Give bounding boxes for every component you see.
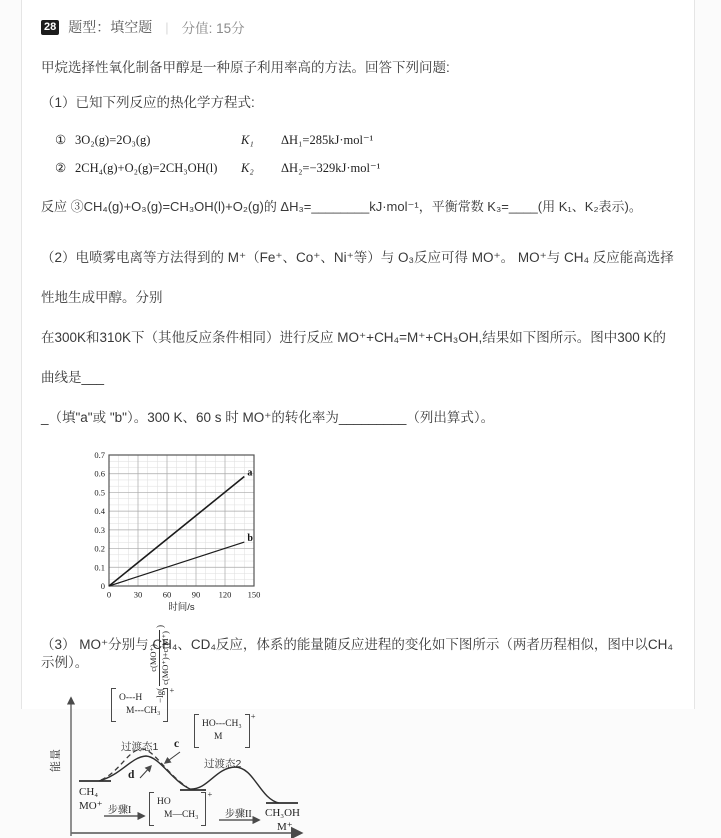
x-tick-label: 90 (191, 589, 201, 600)
x-tick-label: 30 (133, 589, 143, 600)
product-formula: CH₃OH (265, 807, 301, 819)
part3-paragraph: （3） MO⁺分别与 CH₄、CD₄反应，体系的能量随反应进程的变化如下图所示（两者历程相似，图中以CH₄示例）。 (41, 637, 673, 670)
structure-row: M—CH₃ (164, 810, 199, 820)
y-tick-label: 0.4 (94, 506, 105, 517)
y-tick-label: 0.6 (94, 468, 105, 479)
transition-state2-label: 过渡态2 (204, 758, 242, 770)
reactant-formula: CH₄ (79, 786, 99, 798)
equilibrium-constant: K₂ (241, 160, 254, 175)
ylabel-fraction-numerator: c(MO⁺) (148, 630, 160, 686)
curve-c-pointer-arrow (165, 752, 180, 763)
y-tick-label: 0.5 (94, 487, 105, 498)
x-tick-label: 150 (247, 589, 261, 600)
equilibrium-constant: K₁ (241, 132, 254, 147)
y-tick-label: 0.3 (94, 524, 105, 535)
conversion-rate-chart-svg (76, 444, 286, 616)
question-number-badge: 28 (41, 20, 59, 35)
question-header (41, 16, 676, 38)
equation-formula: 2CH₄(g)+O₂(g)=2CH₃OH(l) (75, 160, 218, 175)
step1-label: 步骤I (108, 805, 132, 816)
transition-state1-label: 过渡态1 (121, 741, 159, 753)
enthalpy-value: ΔH₂=−329kJ·mol⁻¹ (281, 161, 381, 175)
dashed-energy-curve-c (101, 749, 187, 787)
structure-body (154, 792, 201, 826)
right-bracket (245, 714, 250, 748)
part2-paragraph (41, 238, 676, 438)
ylabel-prefix: −lg( (154, 687, 165, 703)
x-tick-label: 60 (162, 589, 172, 600)
ylabel-suffix: ) (154, 625, 165, 629)
y-tick-label: 0.2 (94, 543, 105, 554)
question-score-label: 分值: 15分 (181, 21, 245, 36)
series-end-label-b: b (247, 533, 253, 545)
step2-label: 步骤II (225, 809, 252, 820)
curve-d-pointer-arrow (140, 766, 151, 778)
structure-body (199, 714, 245, 748)
intermediate-structure (149, 789, 213, 826)
part1-heading: （1）已知下列反应的热化学方程式: (41, 95, 255, 110)
reactant-formula: MO⁺ (79, 800, 103, 812)
transition-state2-structure (194, 711, 256, 748)
transition-state1-structure (111, 685, 175, 722)
curve-d-label: d (128, 769, 135, 781)
header-divider: | (165, 19, 169, 35)
ylabel-fraction-denominator: c(MO⁺)+c(M⁺) (160, 631, 170, 685)
charge-superscript: + (169, 685, 175, 695)
right-bracket (201, 792, 206, 826)
structure-row: HO (157, 797, 171, 807)
series-end-label-a: a (247, 467, 253, 479)
structure-row: O---H (119, 693, 143, 703)
enthalpy-value: ΔH₁=285kJ·mol⁻¹ (281, 133, 374, 147)
y-tick-label: 0.1 (94, 562, 105, 573)
structure-row: M---CH₃ (126, 706, 161, 716)
intro-paragraph: 甲烷选择性氧化制备甲醇是一种原子利用率高的方法。回答下列问题: (41, 60, 450, 75)
x-tick-label: 0 (106, 589, 112, 600)
curve-c-label: c (174, 738, 180, 750)
equation-formula: 3O₂(g)=2O₃(g) (75, 132, 151, 147)
question-card (21, 0, 695, 833)
part2-line1: （2）电喷雾电离等方法得到的 M⁺（Fe⁺、Co⁺、Ni⁺等）与 O₃反应可得 MO⁺。 MO⁺与 CH₄ 反应能高选择性地生成甲醇。分别 (41, 250, 674, 305)
part2-line2: 在300K和310K下（其他反应条件相同）进行反应 MO⁺+CH₄=M⁺+CH₃OH,结果如下图所示。图中300 K的曲线是___ (41, 330, 666, 385)
equation-number: ② (55, 161, 67, 175)
y-tick-label: 0.7 (94, 450, 105, 460)
question-type-label: 题型：填空题 (68, 19, 153, 35)
reactant-labels (79, 785, 103, 813)
energy-axis-label: 能量 (50, 748, 62, 772)
structure-row: HO---CH₃ (202, 719, 242, 729)
product-formula: M⁺ (277, 821, 293, 833)
x-tick-label: 120 (218, 589, 232, 600)
part2-line3: _（填"a"或 "b"）。300 K、60 s 时 MO⁺的转化率为_________（列出算式）。 (41, 410, 495, 425)
right-bracket (163, 688, 168, 722)
chart-x-axis-label: 时间/s (168, 602, 195, 613)
charge-superscript: + (207, 789, 213, 799)
equation-number: ① (55, 133, 67, 147)
product-labels (265, 806, 300, 834)
thermochemical-equations (55, 126, 676, 182)
ylabel-fraction (148, 630, 171, 686)
part1-question: 反应 ③CH₄(g)+O₃(g)=CH₃OH(l)+O₂(g)的 ΔH₃=________kJ·mol⁻¹，平衡常数 K₃=____(用 K₁、K₂表示)。 (41, 199, 642, 214)
y-tick-label: 0 (100, 581, 105, 591)
structure-body (116, 688, 163, 722)
equation-row-1 (55, 126, 676, 154)
structure-row: M (214, 732, 223, 742)
charge-superscript: + (250, 711, 256, 721)
equation-row-2 (55, 154, 676, 182)
